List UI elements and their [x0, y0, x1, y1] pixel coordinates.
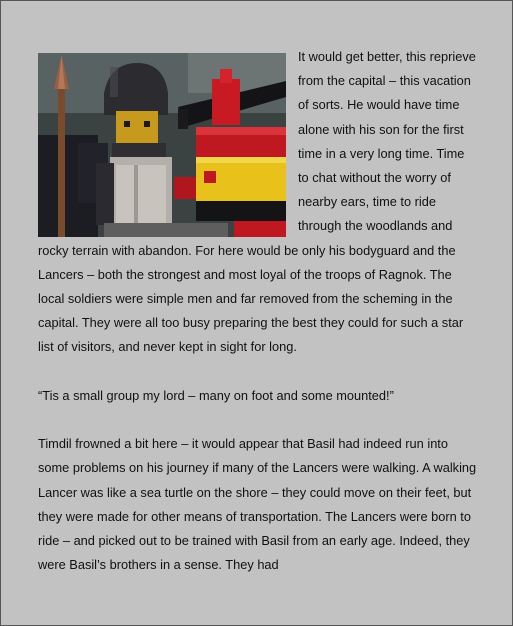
paragraph-spacer: [38, 360, 478, 384]
paragraph-1: [38, 45, 478, 360]
paragraph-2: “Tis a small group my lord – many on foot and some mounted!”: [38, 387, 394, 403]
paragraph-spacer: [38, 408, 478, 432]
paragraph-1-text: It would get better, this reprieve from the capital – this vacation of sorts. He would have time alone with his son for the first time in a very long time. Time to chat without the worry of nearby ears, time to ride through the woodlands and rocky terrain with abandon. For here would be only his bodyguard and the Lancers – both the strongest and most loyal of the troops of Ragnok. The local soldiers were simple men and far removed from the scheming in the capital. They were all too busy preparing the best they could for such a star list of visitors, and never kept in sight for long.: [38, 49, 476, 355]
lego-knight-photo: [38, 53, 286, 237]
story-text: [38, 45, 478, 577]
paragraph-3: Timdil frowned a bit here – it would appear that Basil had indeed run into some problems on his journey if many of the Lancers were walking. A walking Lancer was like a sea turtle on the shore – they could move on their feet, but they were made for other means of transportation. The Lancers were born to ride – and picked out to be trained with Basil from an early age. Indeed, they were Basil’s brothers in a sense. They had: [38, 436, 477, 573]
